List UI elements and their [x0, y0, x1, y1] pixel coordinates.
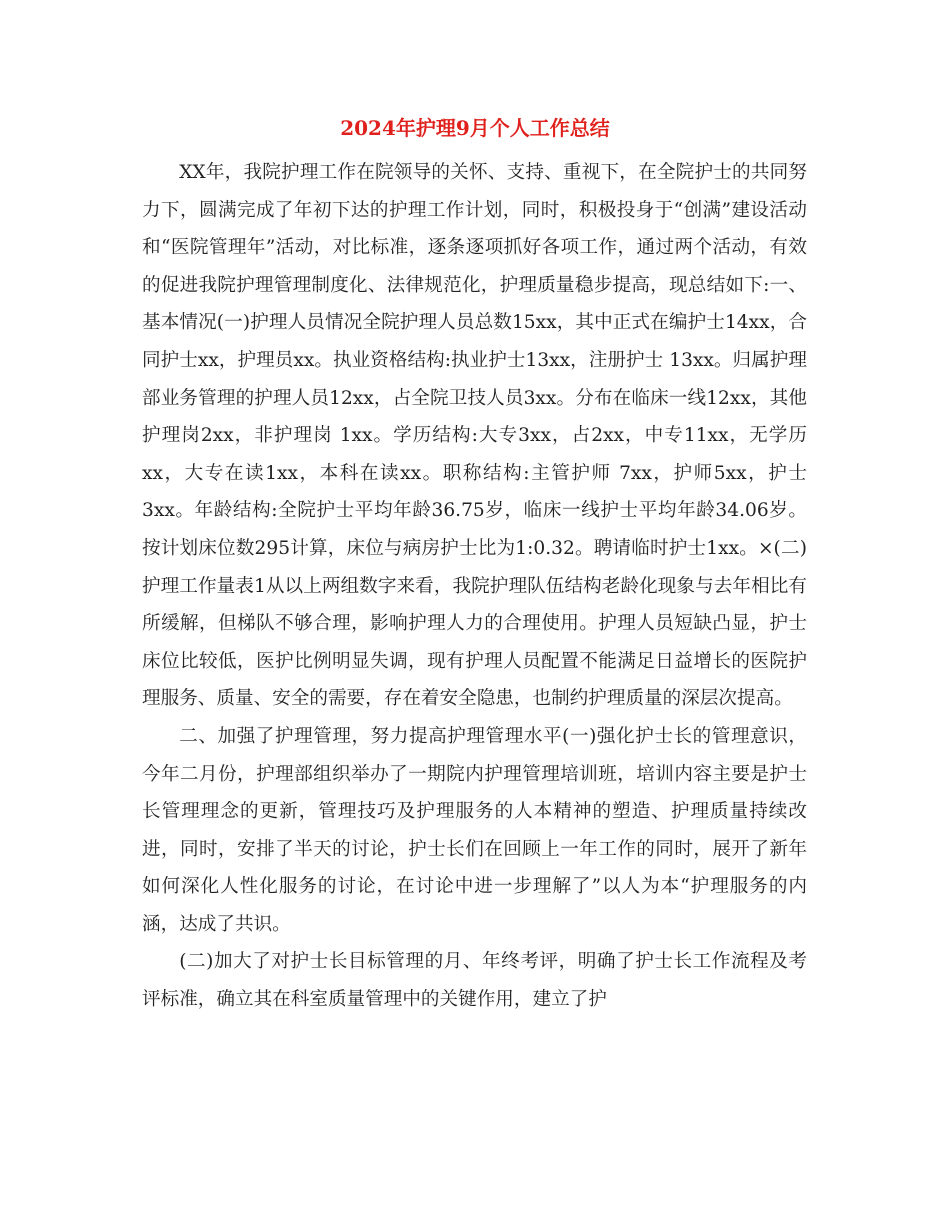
paragraph-management: 二、加强了护理管理，努力提高护理管理水平(一)强化护士长的管理意识，今年二月份，护理部组织举办了一期院内护理管理培训班，培训内容主要是护士长管理理念的更新，管理技巧及护理服务的人本精神的塑造、护理质量持续改进，同时，安排了半天的讨论，护士长们在回顾上一年工作的同时，展开了新年如何深化人性化服务的讨论，在讨论中进一步理解了”以人为本“护理服务的内涵，达成了共识。	[142, 725, 807, 935]
document-title: 2024年护理9月个人工作总结	[340, 116, 610, 140]
paragraph-evaluation: (二)加大了对护士长目标管理的月、年终考评，明确了护士长工作流程及考评标准，确立其在科室质量管理中的关键作用，建立了护	[142, 951, 807, 1011]
paragraph-basic-situation: XX年，我院护理工作在院领导的关怀、支持、重视下，在全院护士的共同努力下，圆满完成了年初下达的护理工作计划，同时，积极投身于“创满”建设活动和“医院管理年”活动，对比标准，逐条逐项抓好各项工作，通过两个活动，有效的促进我院护理管理制度化、法律规范化，护理质量稳步提高，现总结如下:一、基本情况(一)护理人员情况全院护理人员总数15xx，其中正式在编护士14xx，合同护士xx，护理员xx。执业资格结构:执业护士13xx，注册护士 13xx。归属护理部业务管理的护理人员12xx，占全院卫技人员3xx。分布在临床一线12xx，其他护理岗2xx，非护理岗 1xx。学历结构:大专3xx，占2xx，中专11xx，无学历xx，大专在读1xx，本科在读xx。职称结构:主管护师 7xx，护师5xx，护士3xx。年龄结构:全院护士平均年龄36.75岁，临床一线护士平均年龄34.06岁。按计划床位数295计算，床位与病房护士比为1:0.32。聘请临时护士1xx。×(二)护理工作量表1从以上两组数字来看，我院护理队伍结构老龄化现象与去年相比有所缓解，但梯队不够合理，影响护理人力的合理使用。护理人员短缺凸显，护士床位比较低，医护比例明显失调，现有护理人员配置不能满足日益增长的医院护理服务、质量、安全的需要，存在着安全隐患，也制约护理质量的深层次提高。	[142, 162, 807, 710]
document-body	[142, 154, 807, 1019]
